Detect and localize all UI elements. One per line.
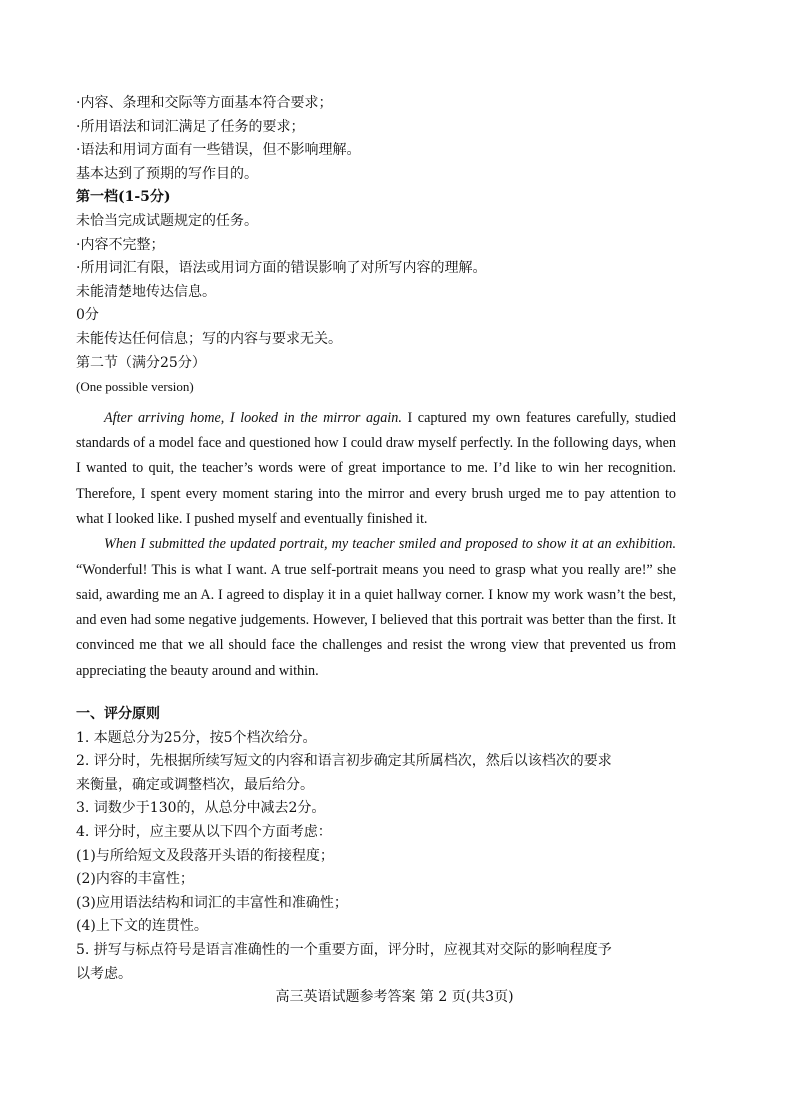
rule-line: 以考虑。 xyxy=(76,965,132,982)
criteria-section xyxy=(76,92,676,399)
essay-paragraph-1 xyxy=(76,406,676,532)
criteria-line: 未恰当完成试题规定的任务。 xyxy=(76,212,258,229)
criteria-line: ·所用语法和词汇满足了任务的要求； xyxy=(76,118,305,135)
paragraph-opening: When I submitted the updated portrait, my teacher smiled and proposed to show it at an exhibition. xyxy=(104,536,676,553)
criteria-line: 基本达到了预期的写作目的。 xyxy=(76,165,258,182)
criteria-line: ·内容不完整； xyxy=(76,236,165,253)
essay-paragraph-2 xyxy=(76,532,676,684)
rule-line: 2. 评分时，先根据所续写短文的内容和语言初步确定其所属档次，然后以该档次的要求 xyxy=(76,753,612,770)
section2-title: 第二节（满分25分） xyxy=(76,354,206,371)
criteria-line: 未能传达任何信息；写的内容与要求无关。 xyxy=(76,330,342,347)
criteria-line: 未能清楚地传达信息。 xyxy=(76,283,216,300)
rule-line: 4. 评分时，应主要从以下四个方面考虑： xyxy=(76,823,332,840)
rule-line: 来衡量，确定或调整档次，最后给分。 xyxy=(76,776,314,793)
rule-line: (3)应用语法结构和词汇的丰富性和准确性； xyxy=(76,894,348,911)
answer-key-page xyxy=(76,92,676,986)
paragraph-opening: After arriving home, I looked in the mirror again. xyxy=(104,409,402,426)
tier1-heading: 第一档(1-5分) xyxy=(76,189,171,206)
rule-line: 5. 拼写与标点符号是语言准确性的一个重要方面，评分时，应视其对交际的影响程度予 xyxy=(76,941,612,958)
rule-line: 1. 本题总分为25分，按5个档次给分。 xyxy=(76,729,317,746)
page-footer: 高三英语试题参考答案 第 2 页(共3页) xyxy=(275,989,514,1005)
paragraph-body: I captured my own features carefully, studied standards of a model face and questioned how I could draw myself perfectly. In the following days, when I wanted to quit, the teacher’s words were of great importance to me. I’d like to win her recognition. Therefore, I spent every moment staring into the mirror and every brush urged me to pay attention to what I looked like. I pushed myself and eventually finished it. xyxy=(76,409,676,527)
rule-line: (2)内容的丰富性； xyxy=(76,871,194,888)
criteria-line: ·内容、条理和交际等方面基本符合要求； xyxy=(76,95,333,111)
rule-line: (4)上下文的连贯性。 xyxy=(76,918,208,935)
scoring-rules xyxy=(76,703,676,986)
version-note: (One possible version) xyxy=(76,379,194,395)
rule-line: 3. 词数少于130的，从总分中减去2分。 xyxy=(76,800,326,817)
paragraph-body: “Wonderful! This is what I want. A true self-portrait means you need to grasp what you really are!” she said, awarding me an A. I agreed to display it in a quiet hallway corner. I know my work wasn’t the best, and even had some negative judgements. However, I believed that this portrait was better than the first. It convinced me that we all should face the challenges and resist the wrong view that prevented us from appreciating the beauty around and within. xyxy=(76,561,676,679)
criteria-line: ·所用词汇有限，语法或用词方面的错误影响了对所写内容的理解。 xyxy=(76,260,487,277)
rules-heading: 一、评分原则 xyxy=(76,705,160,722)
criteria-line: ·语法和用词方面有一些错误，但不影响理解。 xyxy=(76,142,361,159)
model-essay xyxy=(76,406,676,684)
rule-line: (1)与所给短文及段落开头语的衔接程度； xyxy=(76,847,334,864)
zero-heading: 0分 xyxy=(76,307,99,324)
